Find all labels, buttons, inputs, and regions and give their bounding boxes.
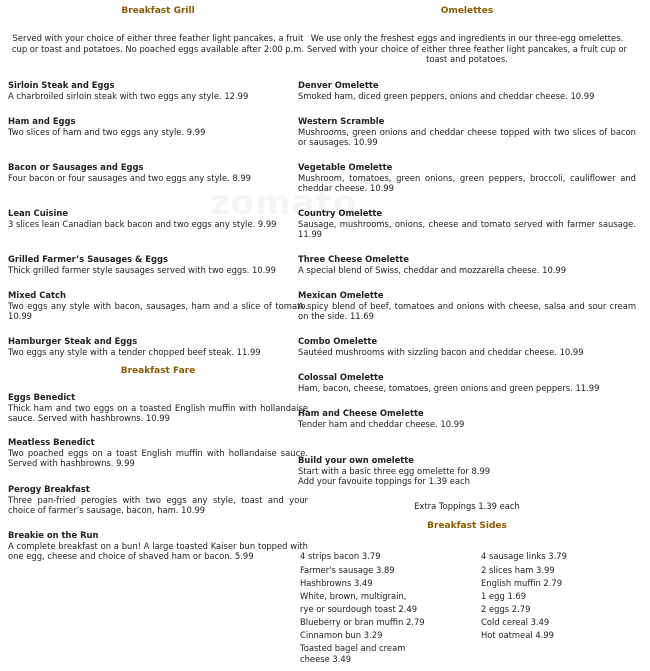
menu-item-desc: Four bacon or four sausages and two eggs any style. 8.99 [8,172,251,183]
menu-item-desc: Thick grilled farmer style sausages served with two eggs. 10.99 [8,264,276,275]
breakfast-grill-column [8,0,308,671]
menu-item-name: Sirloin Steak and Eggs [8,80,115,90]
menu-item [8,336,308,357]
menu-item-name: Ham and Eggs [8,116,76,126]
menu-item-desc: Two eggs any style with bacon, sausages, ham and a slice of tomato. 10.99 [8,300,308,321]
menu-item-name: Vegetable Omelette [298,162,393,172]
breakfast-fare-title: Breakfast Fare [120,366,196,376]
menu-item-name: Ham and Cheese Omelette [298,408,424,418]
menu-item-desc: Two eggs any style with a tender chopped beef steak. 11.99 [8,346,261,357]
menu-item [8,162,308,183]
menu-item-name: Meatless Benedict [8,437,95,447]
menu-item-desc: A spicy blend of beef, tomatoes and onions with cheese, salsa and sour cream on the side. 11.69 [298,300,636,321]
menu-item [298,290,636,322]
menu-item [8,392,308,424]
menu-item-desc: A complete breakfast on a bun! A large toasted Kaiser bun topped with one egg, cheese and choice of shaved ham or bacon. 5.99 [8,540,308,561]
menu-item-name: Mixed Catch [8,290,66,300]
menu-item-name: Colossal Omelette [298,372,384,382]
side-item: Hashbrowns 3.49 [300,578,373,588]
side-item: English muffin 2.79 [481,578,563,588]
menu-item-name: Country Omelette [298,208,383,218]
side-item: Hot oatmeal 4.99 [481,630,554,640]
side-item: White, brown, multigrain, [300,591,407,601]
menu-item-name: Build your own omelette [298,455,414,465]
breakfast-grill-title: Breakfast Grill [121,6,195,16]
menu-item [298,372,636,393]
menu-item-name: Breakie on the Run [8,530,99,540]
menu-item-desc: Ham, bacon, cheese, tomatoes, green onions and green peppers. 11.99 [298,382,600,393]
side-item: 1 egg 1.69 [481,591,527,601]
side-item: 4 sausage links 3.79 [481,551,567,561]
menu-item-desc: Smoked ham, diced green peppers, onions and cheddar cheese. 10.99 [298,90,595,101]
menu-item-desc: Mushroom, tomatoes, green onions, green peppers, broccoli, cauliflower and cheddar cheese. 10.99 [298,172,636,193]
menu-item-desc: Sausage, mushrooms, onions, cheese and tomato served with farmer sausage. 11.99 [298,218,636,239]
menu-item-desc: A special blend of Swiss, cheddar and mozzarella cheese. 10.99 [298,264,567,275]
omelettes-column [298,0,636,671]
menu-item-name: Grilled Farmer’s Sausages & Eggs [8,254,168,264]
menu-item [8,254,308,275]
menu-item-desc: Start with a basic three egg omelette for 8.99 Add your favouite toppings for 1.39 each [298,465,491,486]
omelettes-title: Omelettes [440,6,494,16]
menu-item [8,208,308,229]
menu-item-desc: Two poached eggs on a toast English muffin with hollandaise sauce. Served with hashbrowns. 9.99 [8,447,308,468]
menu-item [8,290,308,322]
menu-item-desc: Sautéed mushrooms with sizzling bacon and cheddar cheese. 10.99 [298,346,584,357]
menu-item [8,80,308,101]
breakfast-sides-title: Breakfast Sides [427,521,507,531]
menu-item-desc: Tender ham and cheddar cheese. 10.99 [298,418,465,429]
menu-item-desc: Two slices of ham and two eggs any style. 9.99 [8,126,206,137]
menu-item-name: Perogy Breakfast [8,484,90,494]
menu-item [298,162,636,194]
extra-toppings-note: Extra Toppings 1.39 each [414,501,520,511]
menu-item-name: Denver Omelette [298,80,379,90]
side-item: 2 eggs 2.79 [481,604,531,614]
menu-item-desc: Mushrooms, green onions and cheddar cheese topped with two slices of bacon or sausages. 10.99 [298,126,636,147]
side-item: 2 slices ham 3.99 [481,565,555,575]
menu-item-name: Bacon or Sausages and Eggs [8,162,144,172]
menu-item-name: Three Cheese Omelette [298,254,409,264]
menu-item [298,254,636,275]
menu-item-desc: Three pan-fried perogies with two eggs any style, toast and your choice of farmer’s sausage, bacon, ham. 10.99 [8,494,308,515]
side-item: Toasted bagel and cream cheese 3.49 [300,643,406,664]
menu-item-desc: 3 slices lean Canadian back bacon and two eggs any style. 9.99 [8,218,277,229]
menu-item-name: Hamburger Steak and Eggs [8,336,138,346]
menu-item [8,484,308,516]
menu-item [298,408,636,429]
menu-item [298,455,636,487]
side-item: Farmer's sausage 3.89 [300,565,395,575]
menu-item-name: Eggs Benedict [8,392,76,402]
side-item: Blueberry or bran muffin 2.79 [300,617,425,627]
menu-item-name: Combo Omelette [298,336,378,346]
omelettes-intro: We use only the freshest eggs and ingredients in our three-egg omelettes. Served with your choice of either three feather light pancakes, a fruit cup or toast and potatoes. [306,33,627,64]
side-item: Cold cereal 3.49 [481,617,550,627]
menu-item [298,116,636,148]
menu-item [8,530,308,562]
menu-item-name: Mexican Omelette [298,290,384,300]
menu-item [8,116,308,137]
side-item: rye or sourdough toast 2.49 [300,604,418,614]
side-item: 4 strips bacon 3.79 [300,551,381,561]
side-item: Cinnamon bun 3.29 [300,630,383,640]
menu-item-name: Lean Cuisine [8,208,69,218]
breakfast-grill-intro: Served with your choice of either three feather light pancakes, a fruit cup or toast and potatoes. No poached eggs available after 2:00 p.m. [11,33,305,54]
menu-item-desc: A charbroiled sirloin steak with two eggs any style. 12.99 [8,90,249,101]
menu-item [298,208,636,240]
menu-item [298,336,636,357]
menu-item [298,80,636,101]
menu-item [8,437,308,469]
menu-item-desc: Thick ham and two eggs on a toasted English muffin with hollandaise sauce. Served with hashbrowns. 10.99 [8,402,308,423]
menu-item-name: Western Scramble [298,116,385,126]
